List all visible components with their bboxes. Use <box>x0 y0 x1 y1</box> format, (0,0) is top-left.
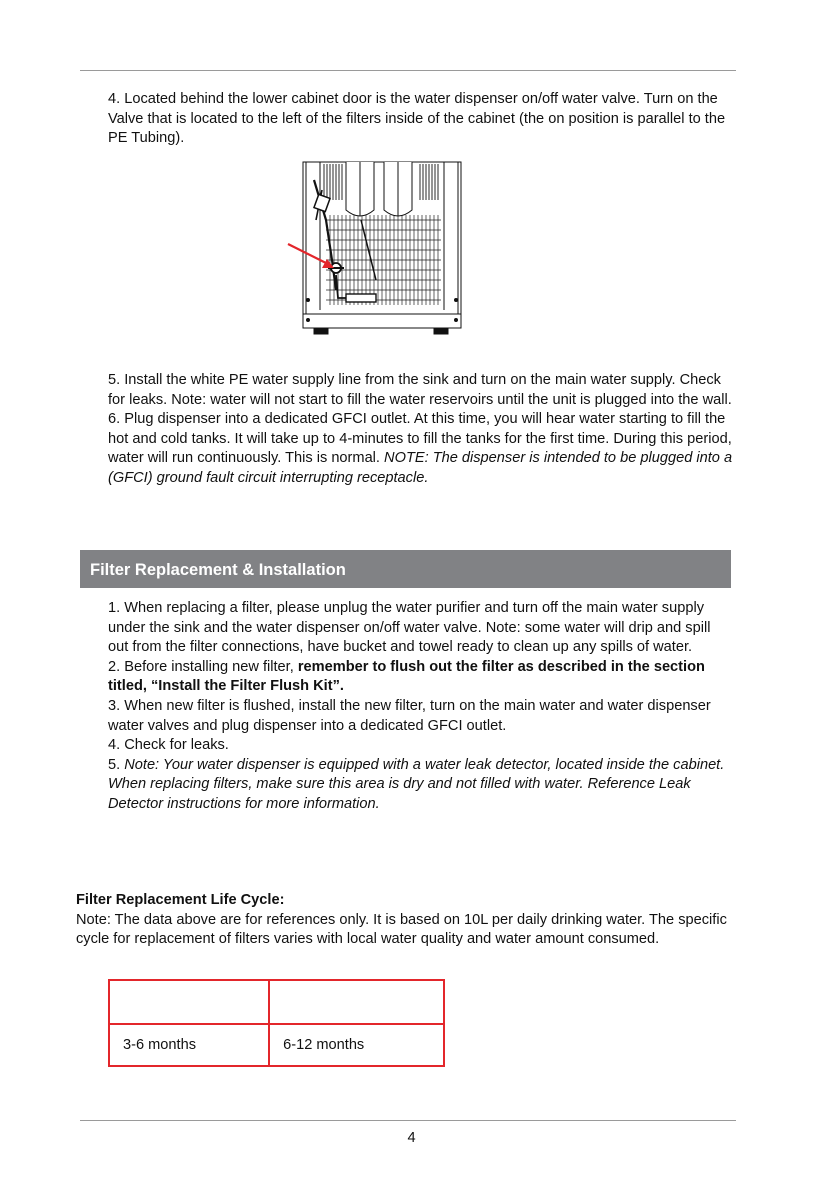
step-4-paragraph <box>108 90 733 149</box>
valve-location-figure <box>276 160 486 342</box>
steps-5-6 <box>108 371 733 489</box>
replace-item-2-bold: remember to flush out the filter as described in the section titled, “Install the Filter Flush Kit”. <box>108 658 705 695</box>
step-4-text: 4. Located behind the lower cabinet door is the water dispenser on/off water valve. Turn on the Valve that is located to the left of the filters inside of the cabinet (the on position is parallel to the PE Tubing). <box>108 91 726 147</box>
replace-item-2 <box>108 658 733 697</box>
replace-item-5 <box>108 756 733 815</box>
life-cycle-note: Note: The data above are for references only. It is based on 10L per daily drinking water. The specific cycle for replacement of filters varies with local water quality and water amount consumed. <box>76 911 727 948</box>
bottom-rule <box>80 1120 736 1121</box>
replace-item-5-num: 5. <box>108 756 125 773</box>
life-cycle-section <box>76 891 746 950</box>
life-cycle-heading: Filter Replacement Life Cycle: <box>76 892 285 908</box>
step-6-text: 6. Plug dispenser into a dedicated GFCI outlet. At this time, you will hear water starting to fill the hot and cold tanks. It will take up to 4-minutes to fill the tanks for the first time. During this period, water will run continuously. This is normal. <box>108 411 732 467</box>
replace-item-3: 3. When new filter is flushed, install the new filter, turn on the main water and water dispenser water valves and plug dispenser into a dedicated GFCI outlet. <box>108 697 711 734</box>
section-title: Filter Replacement & Installation <box>90 561 346 579</box>
step-6-note: NOTE: The dispenser is intended to be plugged into a (GFCI) ground fault circuit interrupting receptacle. <box>108 450 733 486</box>
replace-item-2-prefix: 2. Before installing new filter, <box>108 658 298 675</box>
filter-life-table <box>108 979 445 1067</box>
step-5-text: 5. Install the white PE water supply line from the sink and turn on the main water supply. Check for leaks. Note: water will not start to fill the water reservoirs until the unit is plugged into the wall. <box>108 372 732 408</box>
top-rule <box>80 70 736 71</box>
replace-item-1: 1. When replacing a filter, please unplug the water purifier and turn off the main water supply under the sink and the water dispenser on/off water valve. Note: some water will drip and spill out from the filter connections, have bucket and towel ready to clean up any spills of water. <box>108 600 711 656</box>
replace-item-4: 4. Check for leaks. <box>108 737 229 754</box>
page-number: 4 <box>407 1130 416 1146</box>
table-header-cell-1 <box>109 980 269 1024</box>
section-header <box>80 550 731 588</box>
table-header-row <box>109 980 444 1024</box>
replace-item-5-note: Note: Your water dispenser is equipped with a water leak detector, located inside the cabinet. When replacing filters, make sure this area is dry and not filled with water. Reference Leak Detector instructions for more information. <box>108 756 725 812</box>
table-row <box>109 1024 444 1066</box>
red-arrow-icon <box>288 244 334 268</box>
table-cell-2: 6-12 months <box>269 1024 444 1066</box>
table-header-cell-2 <box>269 980 444 1024</box>
table-cell-1: 3-6 months <box>109 1024 269 1066</box>
step-6-paragraph <box>108 410 733 488</box>
replacement-steps <box>108 599 733 815</box>
dispenser-cabinet-illustration <box>276 160 486 342</box>
